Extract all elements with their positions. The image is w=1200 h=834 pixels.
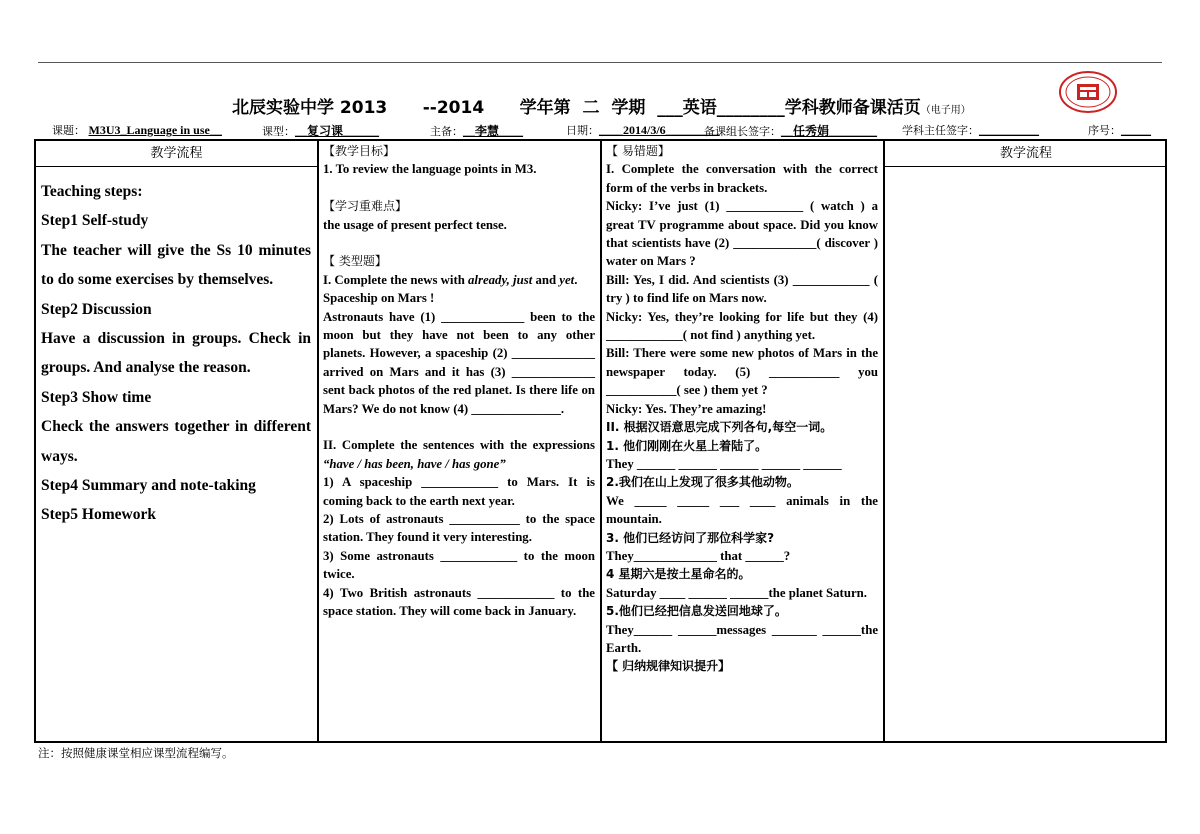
preparer-value: __李慧____ <box>463 124 524 138</box>
date-value: ____2014/3/6_________ <box>599 123 720 137</box>
summary-heading: 【 归纳规律知识提升】 <box>606 659 731 674</box>
school-seal-logo <box>1058 70 1118 114</box>
translation-english: They_____________ that ______? <box>606 548 791 563</box>
serial-number-field <box>1088 122 1151 138</box>
lesson-plan-table <box>34 139 1167 743</box>
date-field <box>566 122 720 138</box>
column-divider <box>317 141 319 741</box>
director-signature-label: 学科主任签字： <box>902 124 979 137</box>
title-main: 北辰实验中学 2013 --2014 学年第 二 学期 ___英语________学科教师备课活页 <box>232 98 921 118</box>
translation-chinese: 2.我们在山上发现了很多其他动物。 <box>606 475 799 490</box>
step3-text: Check the answers together in different ways. <box>41 418 311 465</box>
exercise2-item: 2) Lots of astronauts ___________ to the space station. They found it very interesting. <box>323 512 595 545</box>
step2-title: Step2 Discussion <box>41 300 152 318</box>
exercise1-passage: Astronauts have (1) _____________ been to the moon but they have not been to any other planets. However, a spaceship (2) _____________ arrived on Mars and it has (3) _____________ sent back photos of the red planet. Is there life on Mars? We do not know (4) ______________. <box>323 309 595 416</box>
translation-chinese: 4 星期六是按土星命名的。 <box>606 567 751 582</box>
teaching-steps-heading: Teaching steps: <box>41 183 143 200</box>
exercises-column <box>323 142 595 621</box>
conversation-line: Bill: Yes, I did. And scientists (3) ____________ ( try ) to find life on Mars now. <box>606 272 878 306</box>
conversation-line: Nicky: Yes, they’re looking for life but they (4) ____________( not find ) anything yet. <box>606 309 878 343</box>
exercise2-item: 4) Two British astronauts ____________ to the space station. They will come back in January. <box>323 585 595 619</box>
error-prone-column <box>606 142 878 676</box>
topic-label: 课题： <box>52 124 85 137</box>
error-prone-heading: 【 易错题】 <box>606 144 670 158</box>
conversation-line: Nicky: I’ve just (1) ____________ ( watch ) a great TV programme about space. Did you know that scientists have (2) _____________( discover ) water on Mars ? <box>606 199 878 269</box>
question-types-heading: 【 类型题】 <box>323 254 387 269</box>
preparer-field <box>430 122 523 139</box>
column-divider <box>883 141 885 741</box>
lesson-type-label: 课型： <box>262 125 295 138</box>
date-label: 日期： <box>566 124 599 137</box>
step3-title: Step3 Show time <box>41 388 152 406</box>
header-rule <box>885 166 1167 167</box>
translation-chinese: 3. 他们已经访问了那位科学家? <box>606 530 775 545</box>
step4-title: Step4 Summary and note-taking <box>41 477 256 495</box>
serial-number-label: 序号： <box>1088 124 1121 137</box>
translation-chinese: 1. 他们刚刚在火星上着陆了。 <box>606 438 768 453</box>
column-header-teaching-flow-right: 教学流程 <box>999 146 1052 161</box>
teaching-steps-column <box>41 177 311 530</box>
step5-title: Step5 Homework <box>41 506 156 524</box>
topic-value: M3U3_Language in use__ <box>88 123 222 137</box>
key-points-heading: 【学习重难点】 <box>323 199 408 214</box>
top-rule <box>38 62 1162 63</box>
header-rule <box>36 166 317 167</box>
translation-english: Saturday ____ ______ ______the planet Saturn. <box>606 585 867 600</box>
key-points-text: the usage of present perfect tense. <box>323 217 507 232</box>
lesson-type-value: __复习课______ <box>295 124 380 138</box>
translation-instruction: II. 根据汉语意思完成下列各句,每空一词。 <box>606 420 833 435</box>
translation-english: They______ ______messages _______ ______the Earth. <box>606 622 878 655</box>
leader-signature-value: __任秀娟________ <box>781 124 878 138</box>
conversation-instruction: I. Complete the conversation with the correct form of the verbs in brackets. <box>606 162 878 195</box>
column-header-teaching-flow: 教学流程 <box>150 146 203 161</box>
leader-signature-label: 备课组长签字： <box>704 125 781 138</box>
translation-english: We _____ _____ ___ ____ animals in the mountain. <box>606 493 878 527</box>
exercise2-instruction: II. Complete the sentences with the expressions “have / has been, have / has gone” <box>323 438 595 471</box>
lesson-type-field <box>262 122 379 139</box>
exercise1-instruction: I. Complete the news with already, just and yet. <box>323 272 578 287</box>
goal-heading: 【教学目标】 <box>323 144 396 158</box>
translation-english: They ______ ______ ______ ______ ______ <box>606 456 842 471</box>
goal-item: 1. To review the language points in M3. <box>323 162 537 177</box>
footer-note: 注：按照健康课堂相应课型流程编写。 <box>38 746 234 760</box>
exercise2-item: 3) Some astronauts ____________ to the moon twice. <box>323 548 595 582</box>
conversation-line: Bill: There were some new photos of Mars in the newspaper today. (5) ___________ you ___________( see ) them yet ? <box>606 346 878 398</box>
leader-signature-field <box>704 122 877 139</box>
topic-field <box>52 122 222 138</box>
director-signature-field <box>902 122 1039 138</box>
serial-number-value: _____ <box>1121 123 1151 137</box>
conversation-line: Nicky: Yes. They’re amazing! <box>606 401 767 416</box>
step1-text: The teacher will give the Ss 10 minutes to do some exercises by themselves. <box>41 241 311 289</box>
step1-title: Step1 Self-study <box>41 212 149 230</box>
column-divider <box>600 141 602 741</box>
page-title <box>232 93 971 118</box>
preparer-label: 主备： <box>430 125 463 138</box>
exercise1-title: Spaceship on Mars ! <box>323 291 435 306</box>
director-signature-value: __________ <box>979 123 1039 137</box>
step2-text: Have a discussion in groups. Check in groups. And analyse the reason. <box>41 330 311 377</box>
title-electronic-note: （电子用） <box>920 105 971 116</box>
exercise2-item: 1) A spaceship ____________ to Mars. It is coming back to the earth next year. <box>323 475 595 508</box>
translation-chinese: 5.他们已经把信息发送回地球了。 <box>606 604 787 619</box>
